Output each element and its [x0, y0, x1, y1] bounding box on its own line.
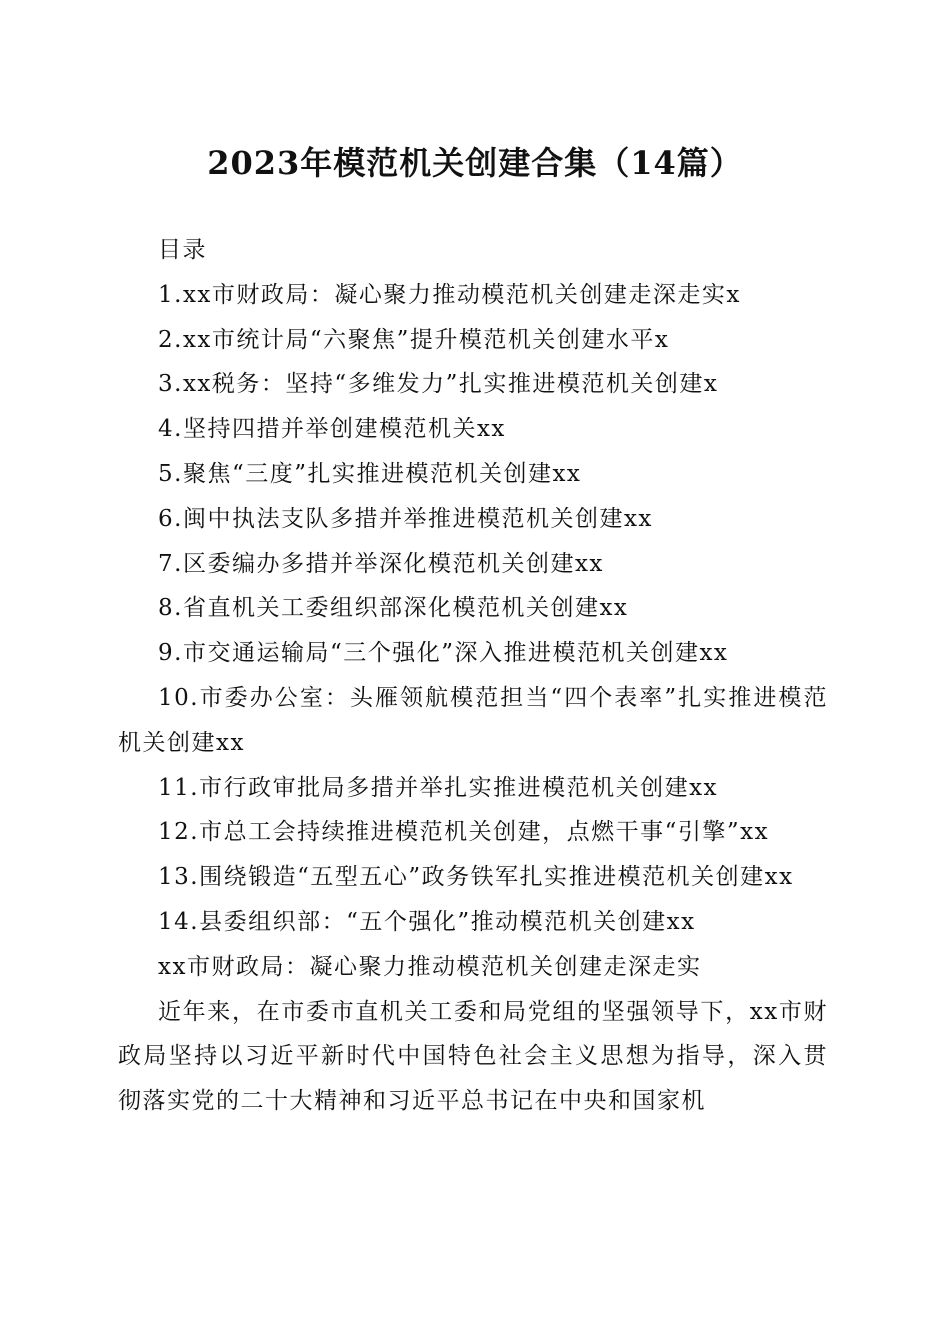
section-heading: xx市财政局：凝心聚力推动模范机关创建走深走实	[158, 953, 702, 980]
toc-item: 2.xx市统计局“六聚焦”提升模范机关创建水平x	[158, 326, 670, 353]
toc-item: 6.闽中执法支队多措并举推进模范机关创建xx	[158, 505, 653, 532]
toc-item: 1.xx市财政局：凝心聚力推动模范机关创建走深走实x	[158, 281, 741, 308]
toc-item: 9.市交通运输局“三个强化”深入推进模范机关创建xx	[158, 640, 729, 667]
toc-item: 10.市委办公室：头雁领航模范担当“四个表率”扎实推进模范机关创建xx	[118, 684, 828, 756]
document-body	[118, 228, 828, 1124]
toc-item: 8.省直机关工委组织部深化模范机关创建xx	[158, 595, 629, 622]
toc-item: 11.市行政审批局多措并举扎实推进模范机关创建xx	[158, 774, 719, 801]
toc-item: 3.xx税务：坚持“多维发力”扎实推进模范机关创建x	[158, 371, 719, 398]
toc-item: 7.区委编办多措并举深化模范机关创建xx	[158, 550, 604, 577]
toc-item: 13.围绕锻造“五型五心”政务铁军扎实推进模范机关创建xx	[158, 864, 794, 891]
toc-item: 5.聚焦“三度”扎实推进模范机关创建xx	[158, 460, 582, 487]
toc-item: 4.坚持四措并举创建模范机关xx	[158, 416, 506, 443]
toc-item: 12.市总工会持续推进模范机关创建，点燃干事“引擎”xx	[158, 819, 770, 846]
toc-heading: 目录	[158, 237, 207, 263]
toc-item: 14.县委组织部：“五个强化”推动模范机关创建xx	[158, 908, 696, 935]
document-title: 2023年模范机关创建合集（14篇）	[207, 144, 743, 182]
section-paragraph: 近年来，在市委市直机关工委和局党组的坚强领导下，xx市财政局坚持以习近平新时代中国特色社会主义思想为指导，深入贯彻落实党的二十大精神和习近平总书记在中央和国家机	[118, 998, 828, 1115]
